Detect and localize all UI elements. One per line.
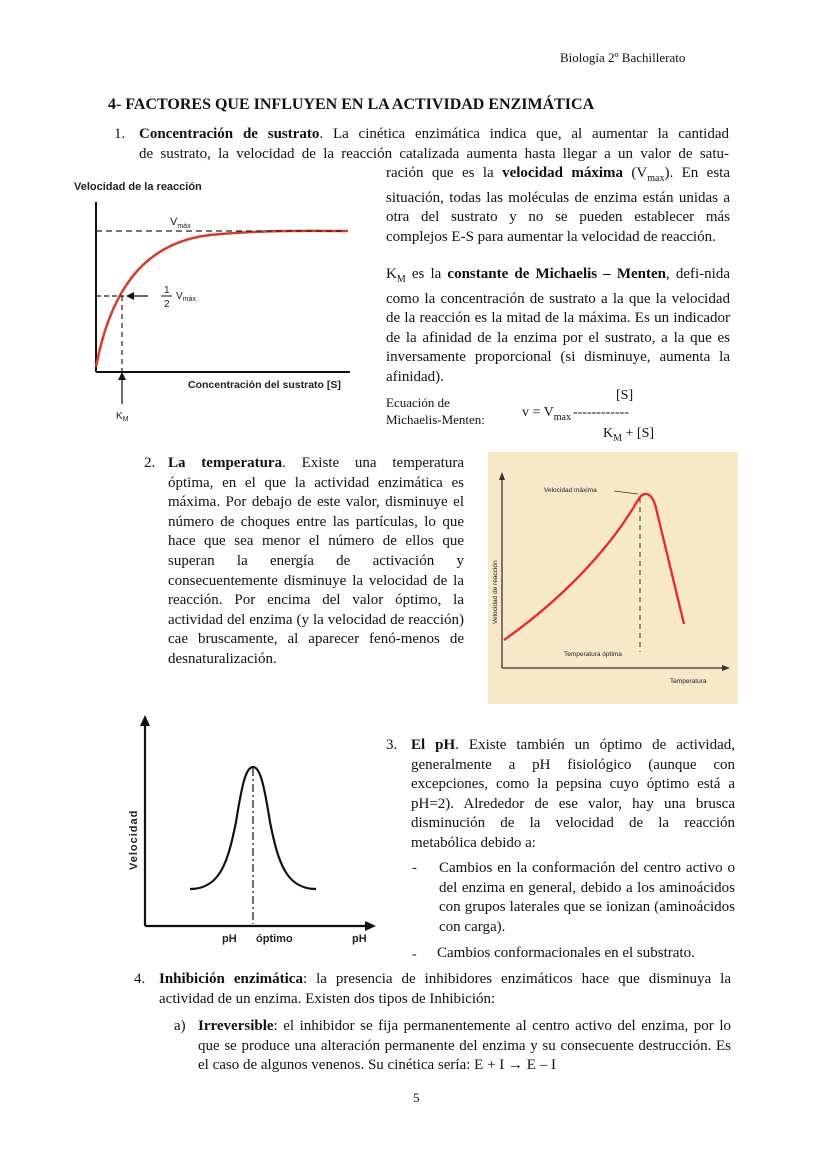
item1-number: 1. — [114, 126, 126, 142]
page-header: Biología 2º Bachillerato — [560, 50, 686, 65]
chart3-x-ph-left: pH — [222, 933, 237, 945]
chart3-x-arrowhead — [365, 921, 376, 931]
michaelis-bold: constante de Michaelis – Menten — [447, 266, 666, 282]
equation-denominator: $K_M + [S]$ — [603, 426, 655, 444]
item1-heading: Concentración de sustrato — [139, 126, 320, 142]
chart1-half-label: $V_{máx.}$ — [176, 291, 198, 303]
chart3-x-ph-right: pH — [352, 933, 367, 945]
chart3-ylabel: Velocidad — [128, 809, 140, 870]
item1-line1 — [139, 125, 729, 145]
item1-paragraph-vmax: ración que es la velocidad máxima $(V_{max})$. En esta situación, todas las moléculas de enzima están unidas a otra del sustrato y no se pueden establecer más complejos E-S para aumentar la velocidad de reacción. — [386, 165, 730, 245]
item3-bullet2-mark: - — [412, 947, 417, 962]
item4-paragraph: Inhibición enzimática: la presencia de inhibidores enzimáticos hace que disminuya la actividad de un enzima. Existen dos tipos de Inhibición: — [159, 971, 731, 1007]
chart3-x-optimo: óptimo — [256, 933, 293, 945]
chart1-half-arrowhead — [126, 292, 134, 300]
item3-bullet1: Cambios en la conformación del centro activo o del enzima en general, debido a los aminoácidos con grupos laterales que se ionizan (aminoácidos con carga). — [439, 860, 735, 935]
item1-line2: de sustrato, la velocidad de la reacción catalizada aumenta hasta llegar a un valor de satu- — [139, 146, 729, 162]
item3-paragraph: El pH. Existe también un óptimo de actividad, generalmente a pH fisiológico (aunque con excepciones, como la pepsina cuyo óptimo está a pH=2). Alrededor de ese valor, hay una brusca disminución de la velocidad de la reacción metabólica debido a: — [411, 737, 735, 851]
chart2-background — [488, 452, 738, 704]
chart1-ylabel: Velocidad de la reacción — [74, 181, 202, 193]
item2-number: 2. — [144, 455, 156, 471]
page-number: 5 — [413, 1090, 420, 1105]
item4-number: 4. — [134, 971, 146, 987]
chart2-xlabel: Temperatura — [670, 678, 707, 685]
inhibition-formula: E + I → E – I — [474, 1057, 556, 1074]
item4a-heading: Irreversible — [198, 1018, 274, 1034]
chart1-vmax-label: $V_{máx}$ — [170, 216, 191, 230]
item1-paragraph-km: $K_M$ es la constante de Michaelis – Menten, defi-nida como la concentración de sustrato a la que la velocidad de la reacción es la mitad de la máxima. Es un indicador de la afinidad de la enzima por el sustrato, a la que es inversamente proporcional (si disminuye, aumenta la afinidad). — [386, 266, 731, 385]
equation-numerator: [S] — [616, 388, 634, 403]
chart1-km-arrowhead — [118, 372, 126, 380]
item3-bullet2: Cambios conformacionales en el substrato. — [437, 945, 695, 961]
chart2-optimum-label: Temperatura óptima — [564, 651, 622, 658]
item2-heading: La temperatura — [168, 455, 283, 471]
chart3-y-arrowhead — [140, 715, 150, 726]
equation-lhs: $v = V_{max}$ ------------ — [522, 405, 629, 423]
chart1-xlabel: Concentración del sustrato [S] — [188, 379, 341, 391]
item3-number: 3. — [386, 737, 398, 753]
item4a-mark: a) — [174, 1018, 186, 1034]
equation-label-2: Michaelis-Menten: — [386, 412, 485, 427]
item1-line1-text: . La cinética enzimática indica que, al aumentar la cantidad — [319, 126, 729, 142]
item4a-paragraph: Irreversible: el inhibidor se fija permanentemente al centro activo del enzima, por lo que se produce una alteración permanente del enzima y su consecuente destrucción. Es el caso de algunos venenos. Su cinética sería: E + I → E – I — [198, 1018, 731, 1074]
section-title: 4- FACTORES QUE INFLUYEN EN LA ACTIVIDAD ENZIMÁTICA — [108, 96, 595, 113]
vmax-bold: velocidad máxima — [502, 165, 623, 181]
chart-michaelis-menten — [60, 172, 360, 432]
equation-label-1: Ecuación de — [386, 395, 450, 410]
chart-ph — [124, 712, 380, 952]
chart2-ylabel: Velocidad de reacción — [492, 560, 499, 624]
chart2-peak-label: Velocidad máxima — [544, 487, 597, 494]
item2-paragraph: La temperatura. Existe una temperatura óptima, en el que la actividad enzimática es máxima. Por debajo de este valor, disminuye el número de choques entre las partículas, lo que hace que sea menor el número de ellos que superan la energía de activación y consecuentemente disminuye la velocidad de la reacción. Por encima del valor óptimo, la actividad del enzima (y la velocidad de reacción) cae bruscamente, al aparecer fenó-menos de desnaturalización. — [168, 455, 465, 667]
item3-heading: El pH — [411, 737, 456, 753]
chart1-half-den: 2 — [164, 299, 170, 310]
item4-heading: Inhibición enzimática — [159, 971, 303, 987]
chart1-km-label: $K_M$ — [116, 411, 129, 423]
item3-bullet1-mark: - — [412, 860, 417, 876]
chart1-half-num: 1 — [164, 285, 170, 296]
chart-temperature — [488, 452, 738, 704]
